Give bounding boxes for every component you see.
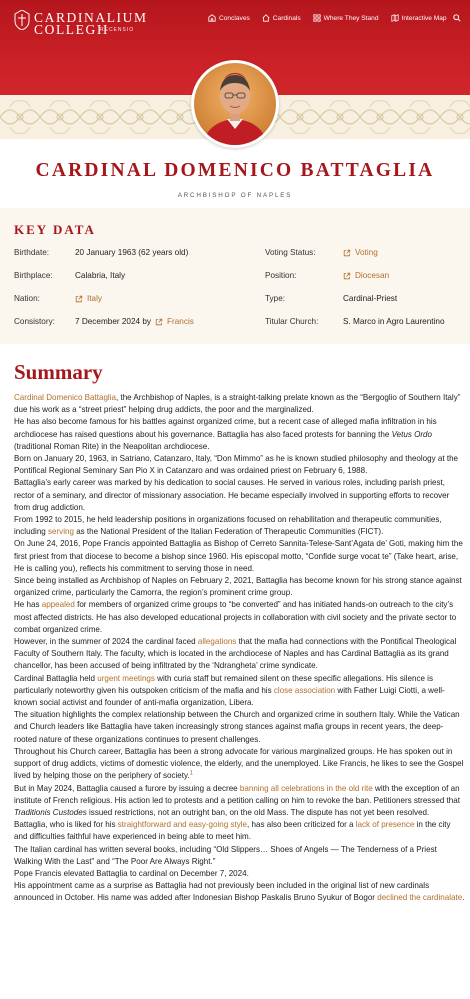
summary-text: From 1992 to 2015, he held leadership positions in organizations focused on rehabilitation and therapeutic communities, including xyxy=(14,515,442,537)
summary-paragraph xyxy=(14,783,466,820)
external-link-icon xyxy=(75,295,83,303)
summary-text: (traditional Roman Rite) in the Neapolitan archdiocese. xyxy=(14,441,210,451)
summary-text: in the city and difficulties faithful have experienced in being able to meet him. xyxy=(14,820,451,842)
appealed-link[interactable]: appealed xyxy=(41,600,75,610)
key-data-title: KEY DATA xyxy=(14,222,96,237)
nav-interactive-map[interactable] xyxy=(391,14,447,22)
nation-label: Nation: xyxy=(14,294,40,303)
nav-conclaves[interactable] xyxy=(208,14,250,22)
summary-text: He has also become famous for his battles against organized crime, but a recent case of alleged mafia infiltration in his archdiocese has raised questions about his governance. Battaglia has also faced protests for banning the xyxy=(14,417,437,439)
summary-text: Battaglia, who is liked for his xyxy=(14,820,118,830)
voting-status-label: Voting Status: xyxy=(265,248,316,257)
external-link-icon xyxy=(343,272,351,280)
summary-text: with curia staff but remained silent on these specific allegations. His silence is particularly noteworthy given his outspoken criticism of the mafia and his xyxy=(14,673,433,695)
summary-text: with the exception of an institute of French religious. His action led to protests and a petition calling on him to revoke the ban. Petitioners stressed that xyxy=(14,783,460,805)
crest-icon xyxy=(14,10,30,30)
summary-text: , has also been criticized for a xyxy=(247,820,356,830)
logo-title-line2: COLLEGII xyxy=(34,22,110,37)
summary-paragraph: Pope Francis elevated Battaglia to cardinal on December 7, 2024. xyxy=(14,868,249,878)
logo-title-line1: CARDINALIUM xyxy=(34,10,148,25)
summary-paragraph xyxy=(14,392,466,416)
summary-text: . xyxy=(462,893,465,903)
conclave-icon xyxy=(208,14,216,22)
page-title: CARDINAL DOMENICO BATTAGLIA xyxy=(35,160,435,181)
summary-paragraph xyxy=(14,636,466,673)
summary-text: with Father Luigi Ciotti, a well-known social activist and founder of anti-mafia organization, Libera. xyxy=(14,685,445,708)
birthplace-value: Calabria, Italy xyxy=(75,271,126,280)
position-label: Position: xyxy=(265,271,297,280)
summary-paragraph xyxy=(14,819,466,843)
summary-text: He has xyxy=(14,600,42,610)
old-rite-ban-link[interactable]: banning all celebrations in the old rite xyxy=(239,783,373,793)
summary-paragraph: Since being installed as Archbishop of Naples on February 2, 2021, Battaglia has become known for his strong stance against organized crime, particularly the Camorra, the region’s prominent crime group. xyxy=(14,576,462,598)
summary-paragraph xyxy=(14,880,466,904)
key-data-panel xyxy=(0,208,470,344)
summary-text: Throughout his Church career, Battaglia has been a strong advocate for various marginalized groups. He has spoken out in support of drug addicts, victims of domestic violence, the elderly, and the unemployed. Like Francis, he likes to see the Gospel lived by helping those on the periphery of society. xyxy=(14,746,464,781)
summary-paragraph: Born on January 20, 1963, in Satriano, Catanzaro, Italy, “Don Mimmo” as he is known studied philosophy and theology at the Pontifical Regional Seminary San Pio X in Catanzaro and was ordained priest on February 6, 1988. xyxy=(14,454,459,476)
summary-text: , the Archbishop of Naples, is a straight-talking prelate known as the “Bergoglio of Southern Italy” due his work as a “street priest” helping drug addicts, the poor and the marginalized. xyxy=(14,393,461,415)
birthdate-label: Birthdate: xyxy=(14,248,50,257)
summary-text: His appointment came as a surprise as Battaglia had not previously been included in the original list of new cardinals announced in October. His name was added after Indonesian Bishop Paskalis Bruno Syukur of Bogor xyxy=(14,881,430,903)
summary-text: issued restrictions, not an outright ban, on the old Mass. The dispute has not yet been resolved. xyxy=(86,807,430,817)
summary-text: But in May 2024, Battaglia caused a furore by issuing a decree xyxy=(14,783,240,793)
birthplace-label: Birthplace: xyxy=(14,271,53,280)
nav-conclaves-label: Conclaves xyxy=(219,14,250,22)
nav-where-they-stand[interactable] xyxy=(313,14,379,22)
cardinal-portrait xyxy=(191,60,279,148)
summary-paragraph xyxy=(14,514,466,538)
grid-icon xyxy=(313,14,321,22)
nation-link-text: Italy xyxy=(87,294,103,303)
summary-paragraph xyxy=(14,673,466,710)
allegations-link[interactable]: allegations xyxy=(197,637,237,647)
summary-text: However, in the summer of 2024 the cardinal faced xyxy=(14,637,198,647)
external-link-icon xyxy=(155,318,163,326)
home-icon xyxy=(262,14,270,22)
titular-church-value: S. Marco in Agro Laurentino xyxy=(343,317,445,326)
external-link-icon xyxy=(343,249,351,257)
type-label: Type: xyxy=(265,294,286,303)
consistory-value xyxy=(75,317,194,326)
urgent-meetings-link[interactable]: urgent meetings xyxy=(97,673,155,683)
nation-link[interactable] xyxy=(75,294,102,303)
position-link-text: Diocesan xyxy=(355,271,390,280)
search-icon[interactable] xyxy=(453,14,461,22)
nav-where-they-stand-label: Where They Stand xyxy=(323,14,379,22)
summary-body xyxy=(14,392,466,905)
main-nav xyxy=(208,14,459,22)
page-subtitle: ARCHBISHOP OF NAPLES xyxy=(177,192,293,199)
close-association-link[interactable]: close association xyxy=(273,685,336,695)
position-link[interactable] xyxy=(343,271,389,280)
nav-interactive-map-label: Interactive Map xyxy=(401,14,447,22)
type-value: Cardinal-Priest xyxy=(343,294,398,303)
summary-paragraph xyxy=(14,416,466,453)
voting-status-link[interactable] xyxy=(343,248,378,257)
summary-emphasis: Vetus Ordo xyxy=(391,429,432,439)
portrait-image xyxy=(194,63,276,145)
voting-status-value xyxy=(343,248,378,257)
declined-cardinalate-link[interactable]: declined the cardinalate xyxy=(377,893,463,903)
serving-link[interactable]: serving xyxy=(48,527,74,537)
footnote-ref[interactable]: 1 xyxy=(189,770,193,777)
position-value xyxy=(343,271,389,280)
birthdate-value: 20 January 1963 (62 years old) xyxy=(75,248,189,257)
nation-value xyxy=(75,294,102,303)
summary-text: Cardinal Battaglia held xyxy=(14,673,98,683)
summary-paragraph: The Italian cardinal has written several books, including “Old Slippers… Shoes of Angels — The Tenderness of a Priest Walking With the Last” and “The Poor Are Always Right.” xyxy=(14,844,437,866)
summary-paragraph xyxy=(14,599,466,636)
nav-cardinals-label: Cardinals xyxy=(272,14,301,22)
summary-emphasis: Traditionis Custodes xyxy=(14,807,87,817)
summary-text: for members of organized crime groups to “be converted” and has initiated hands-on outreach to the city’s most affected districts. He has also developed educational projects in collaboration with civil society and the private sector to combat organized crime. xyxy=(14,600,457,634)
lack-of-presence-link[interactable]: lack of presence xyxy=(355,820,415,830)
consistory-pope-link-text: Francis xyxy=(167,317,194,326)
easy-going-style-link[interactable]: straightforward and easy-going style xyxy=(117,820,248,830)
summary-paragraph: Battaglia’s early career was marked by his dedication to social causes. He served in various roles, including parish priest, rector of a seminary, and director of missionary association. He became especially involved in supporting efforts to recover from drug addiction. xyxy=(14,478,450,512)
summary-paragraph: On June 24, 2016, Pope Francis appointed Battaglia as Bishop of Cerreto Sannita-Telese-Sant’Agata de’ Goti, making him the first priest from that diocese to become a bishop since 1960. His episcopal motto, “Confide surge vocat te” (Take heart, arise, He is calling you), reflects his commitment to serving those in need. xyxy=(14,539,463,573)
titular-church-label: Titular Church: xyxy=(265,317,319,326)
nav-cardinals[interactable] xyxy=(262,14,301,22)
summary-text: that the mafia had connections with the Pontifical Theological Faculty of Southern Italy. The faculty, which is located in the archdiocese of Naples and has Cardinal Battaglia as its grand chancellor, has been accused of being infiltrated by the ‘Ndrangheta’ crime syndicate. xyxy=(14,637,457,671)
map-icon xyxy=(391,14,399,22)
consistory-date: 7 December 2024 by xyxy=(75,317,152,326)
cardinal-name-link[interactable]: Cardinal Domenico Battaglia xyxy=(14,393,116,402)
consistory-pope-link[interactable] xyxy=(155,317,194,326)
summary-text: as the National President of the Italian Federation of Therapeutic Communities (FICT). xyxy=(73,527,384,537)
logo-subtitle: RECENSIO xyxy=(100,27,135,33)
summary-paragraph: The situation highlights the complex relationship between the Church and organized crime in southern Italy. While the Vatican and Church leaders like Battaglia have taken increasingly strong stances against mafia groups in recent years, the deep-rooted nature of these organizations continues to present challenges. xyxy=(14,710,460,744)
voting-status-link-text: Voting xyxy=(355,248,378,257)
summary-paragraph xyxy=(14,746,466,783)
summary-heading: Summary xyxy=(14,360,103,384)
consistory-label: Consistory: xyxy=(14,317,55,326)
